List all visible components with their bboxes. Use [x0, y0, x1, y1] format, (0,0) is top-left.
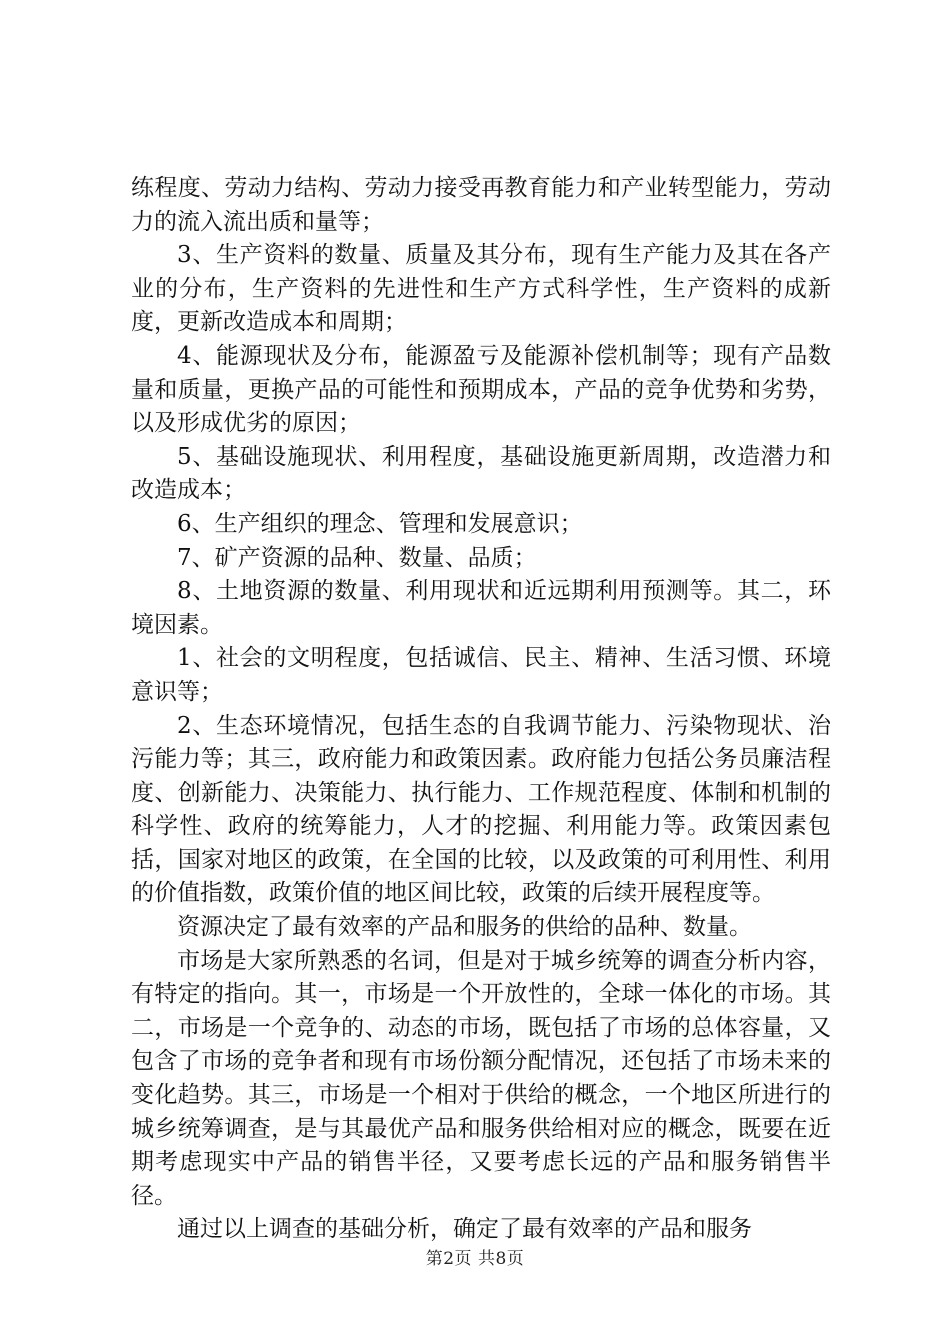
paragraph-env-item-1-civilization: 1、社会的文明程度，包括诚信、民主、精神、生活习惯、环境意识等； [131, 645, 831, 705]
paragraph-resources-summary: 资源决定了最有效率的产品和服务的供给的品种、数量。 [177, 914, 752, 941]
paragraph-item-7-minerals: 7、矿产资源的品种、数量、品质； [177, 544, 537, 571]
page-number-footer: 第2页 共8页 [425, 1249, 525, 1269]
paragraph-item-8-land: 8、土地资源的数量、利用现状和近远期利用预测等。其二，环境因素。 [131, 578, 831, 638]
paragraph-item-3-production-means: 3、生产资料的数量、质量及其分布，现有生产能力及其在各产业的分布，生产资料的先进性和生产方式科学性，生产资料的成新度，更新改造成本和周期； [131, 242, 831, 336]
paragraph-item-6-organization: 6、生产组织的理念、管理和发展意识； [177, 510, 583, 537]
paragraph-item-4-energy: 4、能源现状及分布，能源盈亏及能源补偿机制等；现有产品数量和质量，更换产品的可能性和预期成本，产品的竞争优势和劣势，以及形成优劣的原因； [131, 342, 831, 437]
paragraph-env-item-2-ecology: 2、生态环境情况，包括生态的自我调节能力、污染物现状、治污能力等；其三，政府能力和政策因素。政府能力包括公务员廉洁程度、创新能力、决策能力、执行能力、工作规范程度、体制和机制的科学性、政府的统筹能力，人才的挖掘、利用能力等。政策因素包括，国家对地区的政策，在全国的比较，以及政策的可利用性、利用的价值指数，政策价值的地区间比较，政策的后续开展程度等。 [131, 712, 831, 907]
paragraph-item-5-infrastructure: 5、基础设施现状、利用程度，基础设施更新周期，改造潜力和改造成本； [131, 443, 831, 504]
paragraph-conclusion-start: 通过以上调查的基础分析，确定了最有效率的产品和服务 [177, 1216, 752, 1243]
paragraph-labor-continuation: 练程度、劳动力结构、劳动力接受再教育能力和产业转型能力，劳动力的流入流出质和量等； [131, 175, 831, 235]
document-body [131, 172, 831, 1247]
paragraph-market: 市场是大家所熟悉的名词，但是对于城乡统筹的调查分析内容，有特定的指向。其一，市场是一个开放性的，全球一体化的市场。其二，市场是一个竞争的、动态的市场，既包括了市场的总体容量，又包含了市场的竞争者和现有市场份额分配情况，还包括了市场未来的变化趋势。其三，市场是一个相对于供给的概念，一个地区所进行的城乡统筹调查，是与其最优产品和服务供给相对应的概念，既要在近期考虑现实中产品的销售半径，又要考虑长远的产品和服务销售半径。 [131, 947, 831, 1209]
